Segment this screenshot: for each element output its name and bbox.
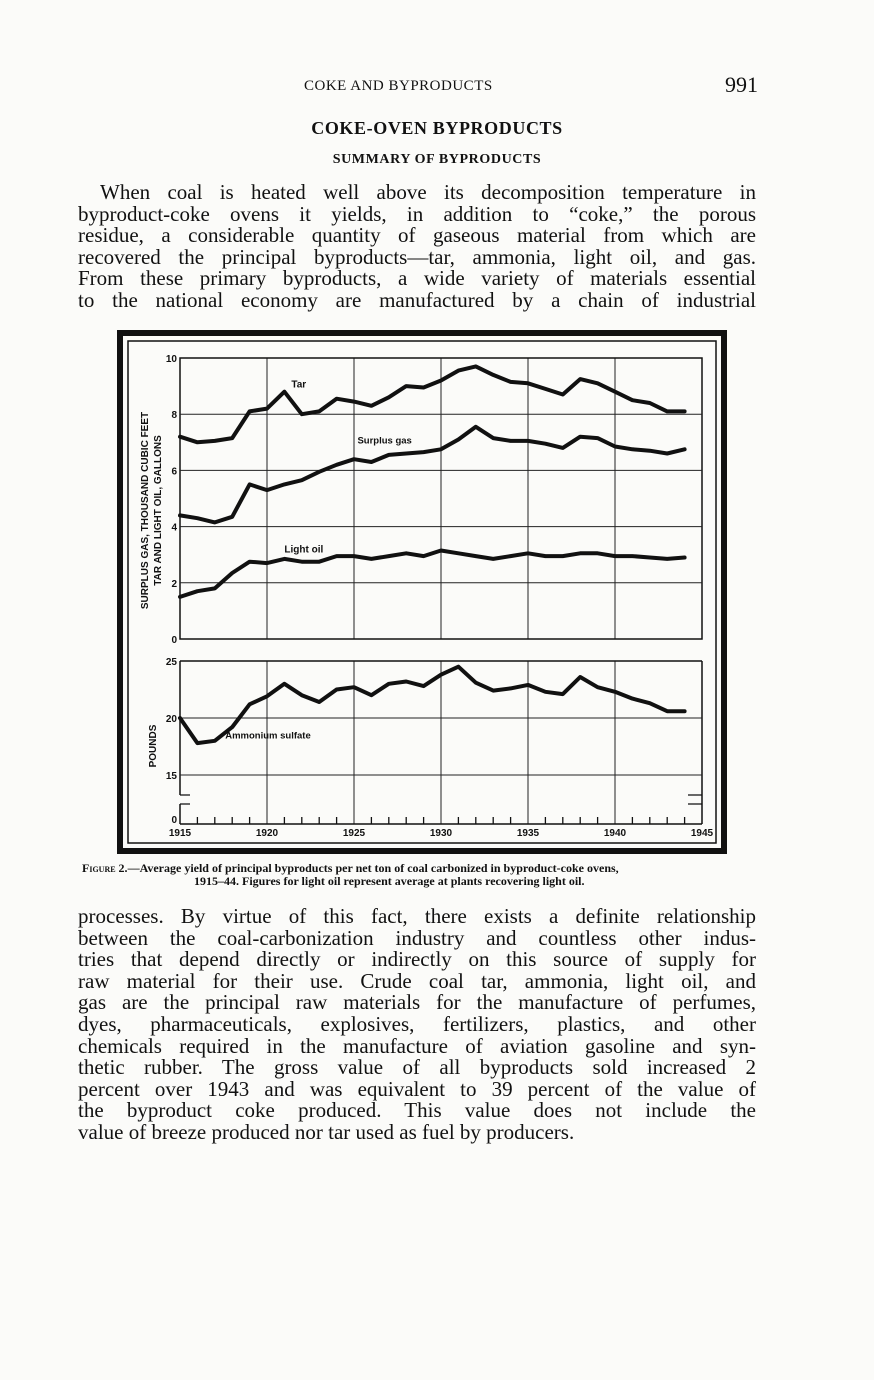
paragraph-line: chemicals required in the manufacture of aviation gasoline and syn- bbox=[78, 1033, 756, 1058]
paragraph-line: byproduct-coke ovens it yields, in addition to “coke,” the porous bbox=[78, 201, 756, 226]
running-title: COKE AND BYPRODUCTS bbox=[304, 78, 493, 94]
x-tick-label: 1930 bbox=[429, 828, 453, 839]
y-axis-title-upper: SURPLUS GAS, THOUSAND CUBIC FEET bbox=[140, 411, 151, 610]
figure-caption bbox=[82, 862, 762, 888]
byproduct-yield-chart bbox=[117, 330, 727, 854]
subsection-title: SUMMARY OF BYPRODUCTS bbox=[332, 152, 542, 167]
paragraph-bottom bbox=[78, 906, 756, 1144]
paragraph-line: between the coal-carbonization industry and countless other indus- bbox=[78, 925, 756, 950]
y-tick-label: 6 bbox=[171, 466, 177, 478]
y-tick-label: 20 bbox=[165, 714, 177, 725]
axis-break-mark bbox=[688, 795, 702, 804]
paragraph-line: When coal is heated well above its decomposition temperature in bbox=[100, 180, 756, 204]
x-tick-label: 1920 bbox=[255, 828, 279, 839]
x-tick-label: 1935 bbox=[516, 828, 540, 839]
caption-text-1: —Average yield of principal byproducts per net ton of coal carbonized in byproduct-coke ovens, bbox=[127, 861, 619, 875]
series-label-surplus-gas: Surplus gas bbox=[357, 435, 412, 447]
series-line-surplus-gas bbox=[180, 427, 685, 523]
series-line-tar bbox=[180, 366, 685, 442]
x-tick-label: 1945 bbox=[690, 828, 714, 839]
figure-chart bbox=[117, 330, 727, 854]
paragraph-top bbox=[78, 182, 756, 312]
caption-line-2: 1915–44. Figures for light oil represent average at plants recovering light oil. bbox=[194, 874, 585, 888]
paragraph-line: From these primary byproducts, a wide variety of materials essential bbox=[78, 266, 756, 291]
section-title: COKE-OVEN BYPRODUCTS bbox=[311, 118, 563, 138]
paragraph-line: processes. By virtue of this fact, there exists a definite relationship bbox=[78, 904, 756, 928]
x-tick-label: 1915 bbox=[168, 828, 192, 839]
paragraph-line: raw material for their use. Crude coal tar, ammonia, light oil, and bbox=[78, 968, 756, 993]
axis-break-mark bbox=[180, 795, 190, 804]
paragraph-line: the byproduct coke produced. This value does not include the bbox=[78, 1098, 756, 1123]
running-header bbox=[0, 72, 874, 102]
y-tick-label: 10 bbox=[165, 354, 177, 365]
caption-label: Figure 2. bbox=[82, 861, 128, 875]
series-line-light-oil bbox=[180, 551, 685, 597]
chart-inner-frame bbox=[128, 341, 716, 843]
y-tick-label: 4 bbox=[171, 522, 177, 534]
x-tick-label: 1925 bbox=[342, 828, 366, 839]
y-tick-label: 25 bbox=[165, 657, 177, 668]
series-label-tar: Tar bbox=[291, 379, 307, 391]
y-axis-title-lower: POUNDS bbox=[148, 724, 159, 768]
chart-outer-frame bbox=[120, 333, 724, 851]
paragraph-line: to the national economy are manufactured by a chain of industrial bbox=[78, 287, 756, 312]
page-number: 991 bbox=[725, 72, 758, 97]
paragraph-line: gas are the principal raw materials for the manufacture of perfumes, bbox=[78, 990, 756, 1015]
paragraph-line: recovered the principal byproducts—tar, ammonia, light oil, and gas. bbox=[78, 244, 756, 269]
paragraph-line: dyes, pharmaceuticals, explosives, fertilizers, plastics, and other bbox=[78, 1011, 756, 1036]
paragraph-line: tries that depend directly or indirectly on this source of supply for bbox=[78, 947, 756, 972]
series-label-ammonium-sulfate: Ammonium sulfate bbox=[225, 730, 311, 742]
y-axis-title-upper: TAR AND LIGHT OIL, GALLONS bbox=[153, 435, 164, 586]
y-tick-label: 0 bbox=[171, 815, 177, 826]
paragraph-line: residue, a considerable quantity of gaseous material from which are bbox=[78, 223, 756, 248]
x-tick-label: 1940 bbox=[603, 828, 627, 839]
paragraph-line: value of breeze produced nor tar used as fuel by producers. bbox=[78, 1119, 575, 1144]
series-label-light-oil: Light oil bbox=[284, 544, 324, 556]
paragraph-line: thetic rubber. The gross value of all byproducts sold increased 2 bbox=[78, 1055, 756, 1080]
y-tick-label: 0 bbox=[171, 635, 177, 646]
paragraph-line: percent over 1943 and was equivalent to 39 percent of the value of bbox=[78, 1076, 756, 1101]
y-tick-label: 2 bbox=[171, 578, 177, 590]
y-tick-label: 8 bbox=[171, 410, 177, 422]
y-tick-label: 15 bbox=[165, 771, 177, 782]
